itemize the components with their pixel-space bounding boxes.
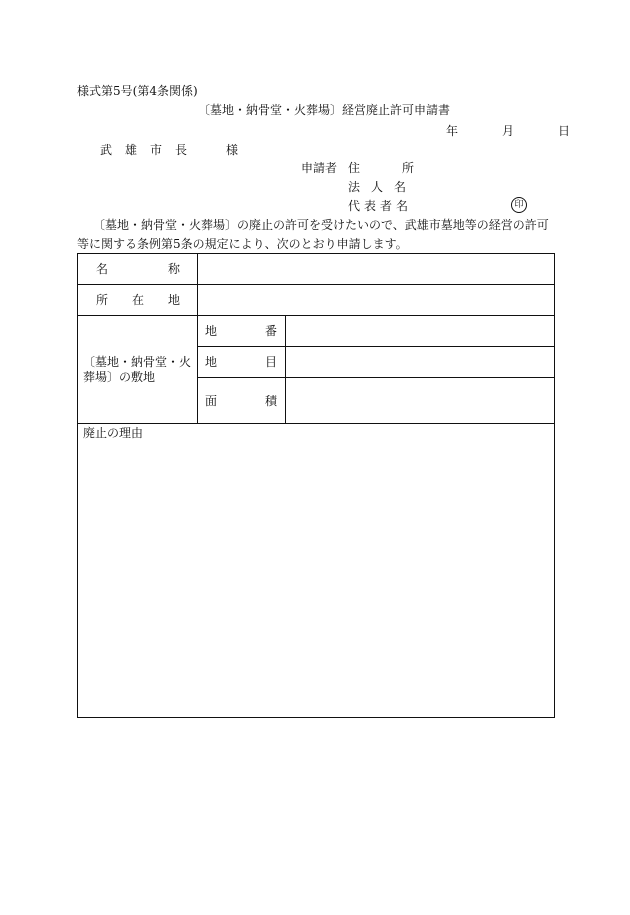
lot-number-label-char-1: 地 (205, 324, 218, 338)
application-table (77, 253, 555, 718)
land-category-label-char-2: 目 (265, 355, 278, 369)
reason-input-area[interactable] (78, 442, 554, 717)
name-label-char-1: 名 (96, 262, 109, 276)
applicant-address-label: 住所 (348, 161, 457, 175)
seal-mark: 印 (511, 197, 527, 213)
date-line (446, 124, 570, 138)
area-input-cell[interactable] (286, 378, 554, 423)
lot-number-input-cell[interactable] (286, 316, 554, 346)
land-category-label-char-1: 地 (205, 355, 218, 369)
location-input-cell[interactable] (198, 285, 554, 315)
day-label: 日 (558, 124, 571, 138)
lot-number-label-char-2: 番 (265, 324, 278, 338)
area-label-char-1: 面 (205, 394, 218, 408)
name-label-char-2: 称 (168, 262, 181, 276)
reason-label: 廃止の理由 (83, 426, 144, 440)
form-title: 〔墓地・納骨堂・火葬場〕経営廃止許可申請書 (198, 103, 451, 117)
corporate-name-label: 法人名 (348, 180, 418, 194)
body-text-line-2: 等に関する条例第5条の規定により、次のとおり申請します。 (77, 237, 408, 251)
site-label-line-1: 〔墓地・納骨堂・火 (83, 355, 192, 369)
site-label-line-2: 葬場〕の敷地 (83, 370, 156, 384)
row-divider (78, 423, 554, 424)
area-label-char-2: 積 (265, 394, 278, 408)
month-label: 月 (502, 124, 515, 138)
name-input-cell[interactable] (198, 254, 554, 284)
addressee (100, 143, 238, 157)
location-label-char-2: 在 (132, 293, 145, 307)
body-text-line-1: 〔墓地・納骨堂・火葬場〕の廃止の許可を受けたいので、武雄市墓地等の経営の許可 (93, 218, 549, 232)
addressee-name: 武雄市長 (100, 143, 201, 157)
land-category-input-cell[interactable] (286, 347, 554, 377)
location-label-char-1: 所 (96, 293, 109, 307)
addressee-honorific: 様 (226, 143, 239, 157)
applicant-label: 申請者 (301, 161, 338, 175)
form-number: 様式第5号(第4条関係) (77, 84, 198, 98)
year-label: 年 (446, 124, 459, 138)
location-label-char-3: 地 (168, 293, 181, 307)
representative-label: 代表者名 (348, 199, 413, 213)
